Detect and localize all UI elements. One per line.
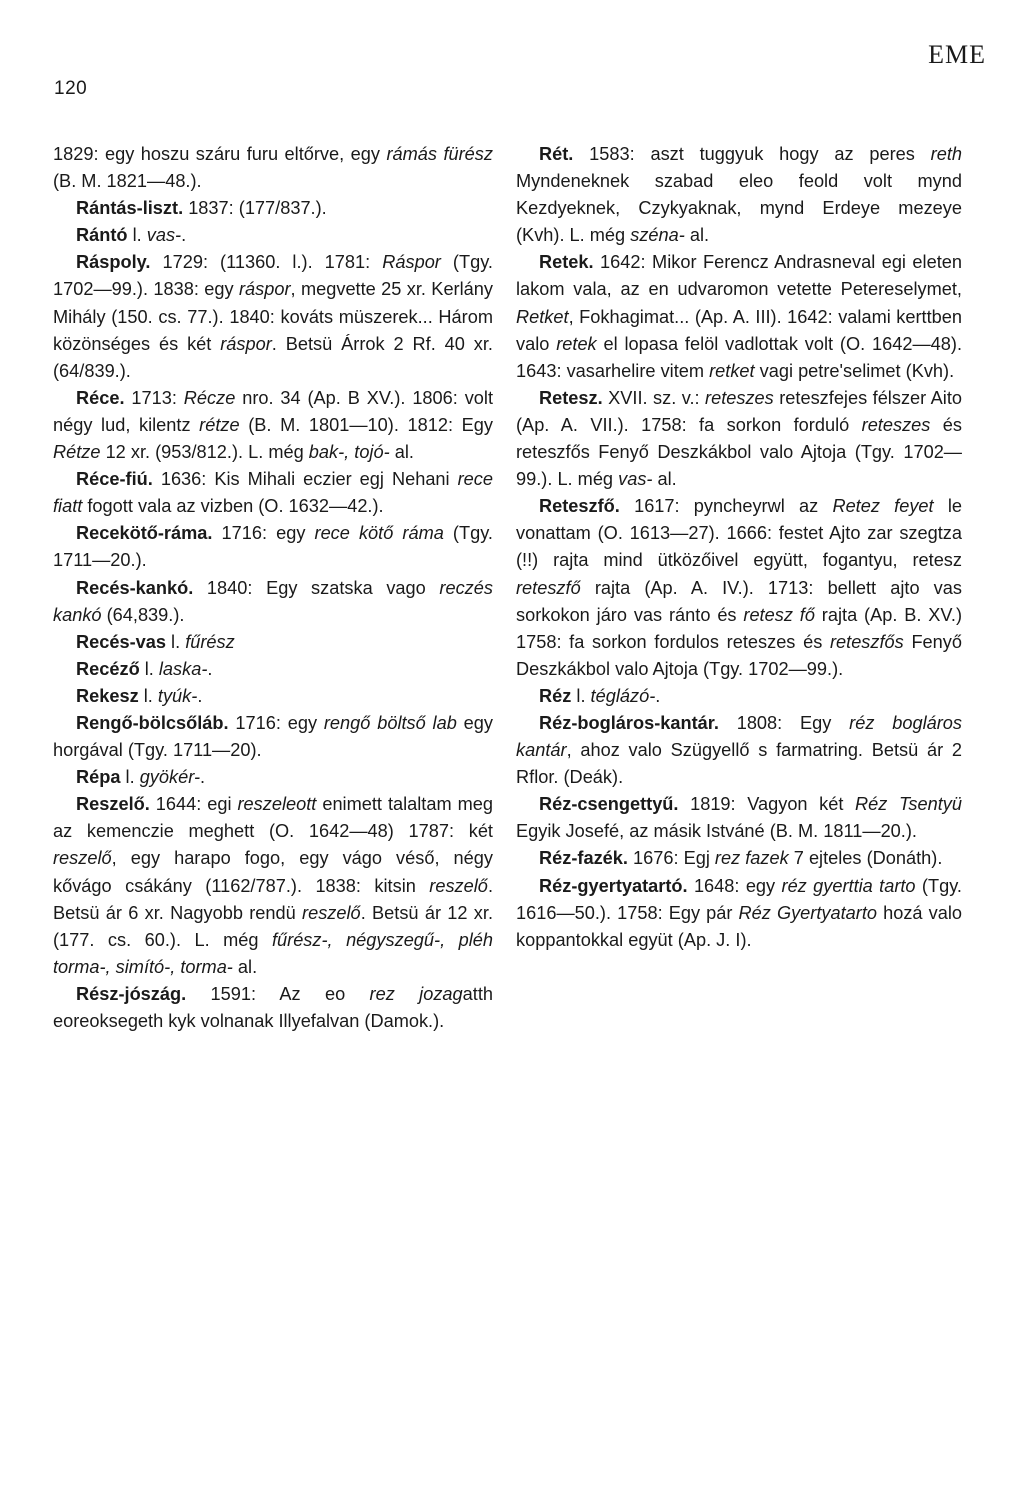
entry-text: . Betsü Árrok 2 Rf. 40 xr. (64/839.). xyxy=(53,333,493,381)
entry-text: 1617: pyncheyrwl az xyxy=(619,496,833,517)
entry-text: . xyxy=(207,658,213,679)
entry-quoted-form: rámás fürész xyxy=(386,144,493,164)
entry-headword: Réce. xyxy=(76,387,125,408)
entry-quoted-form: bak-, tojó- xyxy=(308,442,390,463)
entry-headword: Rész-jószág. xyxy=(76,983,187,1004)
entry-text: atth eoreoksegeth kyk volnanak Illyefalvan (Damok.). xyxy=(53,983,493,1031)
dictionary-entry xyxy=(516,683,962,710)
entry-quoted-form: Retket xyxy=(516,306,569,327)
entry-quoted-form: rétze xyxy=(199,414,240,435)
entry-headword: Réz xyxy=(539,685,572,706)
entry-text: Egyik Josefé, az másik Istváné (B. M. 1811—20.). xyxy=(516,821,917,842)
entry-headword: Rekesz xyxy=(76,685,139,706)
dictionary-entry xyxy=(516,873,962,954)
entry-text: 1713: xyxy=(124,387,184,408)
entry-text: reteszfejes félszer Aito (Ap. A. VII.). 1758: fa sorkon forduló xyxy=(516,387,962,435)
entry-quoted-form: Rétze xyxy=(53,442,101,463)
entry-text: el lopasa felöl vadlottak volt (O. 1642—48). 1643: vasarhelire vitem xyxy=(516,333,963,381)
entry-text: 1583: aszt tuggyuk hogy az peres xyxy=(573,144,931,164)
dictionary-entry xyxy=(53,981,493,1035)
entry-text: al. xyxy=(232,956,258,977)
entry-text: 12 xr. (953/812.). L. még xyxy=(100,442,309,463)
dictionary-entry xyxy=(53,520,493,574)
entry-text: (64,839.). xyxy=(101,604,185,625)
dictionary-entry xyxy=(53,791,493,981)
entry-text: Fenyő Deszkákbol valo Ajtoja (Tgy. 1702—99.). xyxy=(516,631,962,679)
entry-quoted-form: reszelő xyxy=(53,848,112,869)
entry-quoted-form: rengő böltső lab xyxy=(323,712,457,733)
entry-quoted-form: gyökér- xyxy=(139,767,201,788)
entry-text: rajta (Ap. A. IV.). 1713: bellett ajto vas sorkokon járo vas ránto és xyxy=(516,577,962,625)
entry-text: 1636: Kis Mihali eczier egj Nehani xyxy=(152,469,458,490)
entry-quoted-form: reth xyxy=(930,144,962,164)
entry-quoted-form: reteszfős xyxy=(829,631,904,652)
entry-headword: Rét. xyxy=(539,144,574,164)
entry-text: 1837: (177/837.). xyxy=(183,198,327,219)
entry-quoted-form: ráspor xyxy=(238,279,291,300)
entry-headword: Retek. xyxy=(539,252,594,273)
entry-text: , Fokhagimat... (Ap. A. III). 1642: valami kerttben valo xyxy=(516,306,962,354)
entry-quoted-form: Retez feyet xyxy=(832,496,934,517)
dictionary-entry xyxy=(53,141,493,195)
entry-text: 1716: egy xyxy=(212,523,315,544)
entry-quoted-form: reszelő xyxy=(429,875,488,896)
entry-headword: Recés-vas xyxy=(76,631,166,652)
entry-text: , ahoz valo Szügyellő s farmatring. Betsü ár 2 Rflor. (Deák). xyxy=(516,740,962,788)
dictionary-entry xyxy=(516,385,962,493)
entry-headword: Réz-csengettyű. xyxy=(539,794,679,815)
entry-quoted-form: ráspor xyxy=(220,333,272,354)
dictionary-entry xyxy=(53,385,493,466)
entry-headword: Réz-gyertyatartó. xyxy=(539,875,688,896)
entry-text: (B. M. 1801—10). 1812: Egy xyxy=(239,414,493,435)
entry-quoted-form: széna- xyxy=(630,225,685,246)
entry-quoted-form: retesz fő xyxy=(743,604,815,625)
entry-quoted-form: reczés kankó xyxy=(53,577,493,625)
entry-text: vagi petre'selimet (Kvh). xyxy=(754,360,955,381)
entry-text: . xyxy=(197,685,203,706)
entry-text: 1591: Az eo xyxy=(186,983,370,1004)
entry-quoted-form: Réz Tsentyü xyxy=(855,794,963,815)
entry-text: al. xyxy=(389,442,414,463)
entry-headword: Recéző xyxy=(76,658,140,679)
entry-text: , egy harapo fogo, egy vágo véső, négy kővágo csákány (1162/787.). 1838: kitsin xyxy=(53,848,493,896)
right-column xyxy=(516,141,962,954)
entry-text: (Tgy. 1711—20.). xyxy=(53,523,493,571)
entry-quoted-form: réz bogláros kantár xyxy=(516,712,963,761)
entry-headword: Rengő-bölcsőláb. xyxy=(76,712,229,733)
entry-text: 1716: egy xyxy=(228,712,324,733)
entry-text: nro. 34 (Ap. B XV.). 1806: volt négy lud, kilentz xyxy=(53,387,493,435)
dictionary-entry xyxy=(53,764,493,791)
entry-quoted-form: Réz Gyertyatarto xyxy=(738,902,878,923)
entry-text: fogott vala az vizben (O. 1632—42.). xyxy=(82,496,384,517)
entry-text: 1644: egi xyxy=(149,794,238,815)
dictionary-entry xyxy=(53,249,493,384)
entry-quoted-form: fűrész xyxy=(185,631,235,652)
entry-text: 1840: Egy szatska vago xyxy=(193,577,440,598)
dictionary-entry xyxy=(53,222,493,249)
entry-quoted-form: réz gyerttia tarto xyxy=(781,875,916,896)
entry-quoted-form: retek xyxy=(556,333,597,354)
dictionary-entry xyxy=(516,791,962,845)
dictionary-entry xyxy=(516,141,962,249)
entry-quoted-form: Récze xyxy=(183,387,236,408)
entry-quoted-form: rece fiatt xyxy=(53,469,493,517)
entry-quoted-form: vas- xyxy=(618,469,653,490)
entry-quoted-form: rez fazek xyxy=(714,848,789,869)
dictionary-entry xyxy=(516,249,962,384)
dictionary-entry xyxy=(516,710,962,791)
entry-headword: Rántás-liszt. xyxy=(76,198,184,219)
entry-quoted-form: reteszes xyxy=(705,387,774,408)
entry-text: . Betsü ár 12 xr. (177. cs. 60.). L. még xyxy=(53,902,493,950)
entry-headword: Répa xyxy=(76,767,121,788)
entry-headword: Ráspoly. xyxy=(76,252,151,273)
entry-quoted-form: reteszes xyxy=(861,414,931,435)
entry-text: egy horgával (Tgy. 1711—20). xyxy=(53,712,493,761)
dictionary-entry xyxy=(53,710,493,764)
entry-text: Myndeneknek szabad eleo feold volt mynd Kezdyeknek, Czykyaknak, mynd Erdeye mezeye (Kvh). L. még xyxy=(516,171,962,246)
entry-text: 1676: Egj xyxy=(627,848,715,869)
dictionary-entry xyxy=(53,195,493,222)
entry-text: (Tgy. 1616—50.). 1758: Egy pár xyxy=(516,875,962,923)
entry-text: . xyxy=(200,767,206,788)
entry-quoted-form: fűrész-, négyszegű-, pléh torma-, simító-, torma- xyxy=(53,929,493,977)
entry-headword: Réz-fazék. xyxy=(539,848,628,869)
entry-quoted-form: rez jozag xyxy=(369,983,463,1004)
entry-quoted-form: vas- xyxy=(146,225,182,246)
entry-headword: Reszelő. xyxy=(76,794,150,815)
entry-headword: Reteszfő. xyxy=(539,496,620,517)
entry-headword: Recekötő-ráma. xyxy=(76,523,213,544)
entry-quoted-form: retket xyxy=(709,360,755,381)
entry-text: , megvette 25 xr. Kerlány Mihály (150. cs. 77.). 1840: kováts müszerek... Három közönséges és két xyxy=(53,279,493,354)
entry-quoted-form: rece kötő ráma xyxy=(314,523,444,544)
entry-quoted-form: reszeleott xyxy=(237,794,317,815)
entry-text: l. xyxy=(138,685,158,706)
left-column xyxy=(53,141,493,1035)
dictionary-entry xyxy=(53,656,493,683)
dictionary-entry xyxy=(53,683,493,710)
entry-text: 1648: egy xyxy=(687,875,782,896)
entry-text: al. xyxy=(684,225,710,246)
dictionary-entry xyxy=(516,493,962,683)
entry-text: 1829: egy hoszu száru furu eltőrve, egy xyxy=(53,144,387,164)
entry-text: rajta (Ap. B. XV.) 1758: fa sorkon fordulos reteszes és xyxy=(516,604,963,652)
dictionary-entry xyxy=(53,466,493,520)
entry-quoted-form: tyúk- xyxy=(157,685,198,706)
entry-text: 1819: Vagyon két xyxy=(678,794,856,815)
dictionary-entry xyxy=(53,575,493,629)
entry-text: 1808: Egy xyxy=(718,712,850,733)
entry-text: (Tgy. 1702—99.). 1838: egy xyxy=(53,252,493,300)
entry-quoted-form: reteszfő xyxy=(516,577,581,598)
entry-text: hozá valo koppantokkal együt (Ap. J. I). xyxy=(516,902,962,950)
entry-text: l. xyxy=(571,685,591,706)
entry-text: l. xyxy=(166,631,186,652)
entry-text: al. xyxy=(652,469,677,490)
entry-quoted-form: Ráspor xyxy=(382,252,441,273)
entry-text: l. xyxy=(120,767,140,788)
entry-text: és reteszfős Fenyő Deszkákbol valo Ajtoja (Tgy. 1702—99.). L. még xyxy=(516,414,963,490)
entry-headword: Rántó xyxy=(76,225,128,246)
entry-headword: Réz-bogláros-kantár. xyxy=(539,712,719,733)
entry-quoted-form: laska- xyxy=(158,658,208,679)
entry-headword: Recés-kankó. xyxy=(76,577,194,598)
entry-text: enimett talaltam meg az kemenczie meghett (O. 1642—48) 1787: két xyxy=(53,794,493,842)
entry-text: (B. M. 1821—48.). xyxy=(53,171,202,192)
entry-headword: Retesz. xyxy=(539,387,603,408)
entry-text: . xyxy=(181,225,187,246)
entry-text: XVII. sz. v.: xyxy=(602,387,706,408)
entry-text: l. xyxy=(139,658,159,679)
entry-quoted-form: reszelő xyxy=(302,902,361,923)
entry-text: . xyxy=(655,685,661,706)
entry-text: 7 ejteles (Donáth). xyxy=(788,848,943,869)
entry-text: le vonattam (O. 1613—27). 1666: festet Ajto zar szegtza (!!) rajta mind ütközőivel együtt, fogantyu, retesz xyxy=(516,496,962,571)
entry-quoted-form: téglázó- xyxy=(590,685,656,706)
entry-headword: Réce-fiú. xyxy=(76,469,153,490)
dictionary-entry xyxy=(516,845,962,872)
dictionary-entry xyxy=(53,629,493,656)
running-head: EME xyxy=(928,40,986,69)
entry-text: 1642: Mikor Ferencz Andrasneval egi eleten lakom vala, az en udvaromon vetette Petereselymet, xyxy=(516,252,962,300)
page-number: 120 xyxy=(54,78,88,99)
entry-text: . Betsü ár 6 xr. Nagyobb rendü xyxy=(53,875,493,923)
entry-text: l. xyxy=(127,225,147,246)
entry-text: 1729: (11360. l.). 1781: xyxy=(150,252,383,273)
